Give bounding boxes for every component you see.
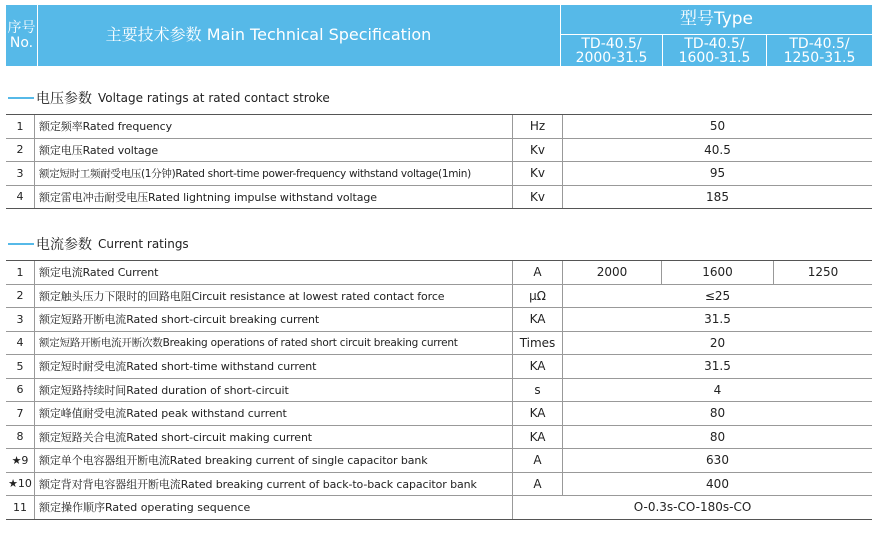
voltage-section-heading [8, 88, 330, 108]
table-row [6, 332, 872, 356]
row-unit: KA [513, 402, 563, 425]
row-number: 2 [6, 139, 35, 162]
row-unit: Times [513, 332, 563, 355]
row-description: 额定短路开断电流Rated short-circuit breaking current [35, 308, 513, 331]
voltage-section-title-en: Voltage ratings at rated contact stroke [98, 91, 330, 105]
row-number: 11 [6, 496, 35, 519]
current-section-heading [8, 234, 189, 254]
table-row [6, 186, 872, 210]
row-number: 3 [6, 162, 35, 185]
row-unit: Kv [513, 139, 563, 162]
row-unit: KA [513, 426, 563, 449]
row-value: 31.5 [704, 312, 731, 327]
table-row [6, 496, 872, 520]
row-number: 5 [6, 355, 35, 378]
row-value: 630 [706, 453, 729, 468]
row-unit: KA [513, 308, 563, 331]
table-row [6, 473, 872, 497]
row-value: ≤25 [704, 288, 731, 303]
row-unit: Kv [513, 186, 563, 209]
row-number: ★9 [6, 449, 35, 472]
table-row [6, 426, 872, 450]
model-1-line2: 2000-31.5 [575, 50, 648, 66]
row-value: 50 [709, 119, 726, 134]
row-description: 额定雷电冲击耐受电压Rated lightning impulse withstand voltage [35, 186, 513, 209]
row-number: 7 [6, 402, 35, 425]
voltage-table [6, 114, 872, 209]
model-1-line1: TD-40.5/ [581, 36, 642, 52]
row-value-model-1: 2000 [563, 261, 662, 284]
header-no-zh: 序号 [7, 19, 36, 36]
row-description: 额定短路关合电流Rated short-circuit making current [35, 426, 513, 449]
row-number: 4 [6, 186, 35, 209]
current-section-title-zh: 电流参数 [36, 237, 92, 253]
model-2-line2: 1600-31.5 [678, 50, 751, 66]
table-row [6, 261, 872, 285]
row-unit: KA [513, 355, 563, 378]
row-description: 额定短路持续时间Rated duration of short-circuit [35, 379, 513, 402]
row-unit: A [513, 261, 563, 284]
row-value: 95 [709, 166, 726, 181]
current-section-title-en: Current ratings [98, 237, 189, 251]
header-no-column [6, 5, 37, 66]
row-value: 40.5 [704, 142, 731, 157]
model-3-line2: 1250-31.5 [783, 50, 856, 66]
row-description: 额定短路开断电流开断次数Breaking operations of rated short circuit breaking current [35, 332, 513, 355]
section-marker [8, 243, 34, 245]
row-value: 400 [706, 476, 729, 491]
row-description: 额定短时耐受电流Rated short-time withstand current [35, 355, 513, 378]
table-row [6, 308, 872, 332]
model-2-line1: TD-40.5/ [684, 36, 745, 52]
row-description: 额定频率Rated frequency [35, 115, 513, 138]
row-value: 31.5 [704, 359, 731, 374]
row-unit: Hz [513, 115, 563, 138]
row-unit: A [513, 473, 563, 496]
row-number: 4 [6, 332, 35, 355]
row-description: 额定背对背电容器组开断电流Rated breaking current of back-to-back capacitor bank [35, 473, 513, 496]
row-description: 额定峰值耐受电流Rated peak withstand current [35, 402, 513, 425]
row-value: 20 [709, 335, 726, 350]
row-value: O-0.3s-CO-180s-CO [633, 500, 752, 515]
header-type-label: 型号Type [679, 8, 754, 29]
table-row [6, 139, 872, 163]
current-table [6, 260, 872, 520]
row-unit: A [513, 449, 563, 472]
row-number: 2 [6, 285, 35, 308]
row-number: 6 [6, 379, 35, 402]
row-value-model-2: 1600 [662, 261, 774, 284]
model-3-line1: TD-40.5/ [789, 36, 850, 52]
row-unit: Kv [513, 162, 563, 185]
row-description: 额定触头压力下限时的回路电阻Circuit resistance at lowest rated contact force [35, 285, 513, 308]
row-value: 4 [713, 382, 722, 397]
row-description: 额定操作顺序Rated operating sequence [35, 496, 513, 519]
section-marker [8, 97, 34, 99]
row-unit: s [513, 379, 563, 402]
header-model-1 [561, 36, 662, 66]
voltage-section-title-zh: 电压参数 [36, 91, 92, 107]
spec-table-header [6, 5, 872, 66]
header-no-en: No. [9, 34, 34, 51]
table-row [6, 449, 872, 473]
header-model-2 [663, 36, 766, 66]
table-row [6, 379, 872, 403]
row-number: 1 [6, 261, 35, 284]
row-value-model-3: 1250 [807, 265, 839, 280]
row-value: 185 [706, 189, 729, 204]
table-row [6, 355, 872, 379]
row-description: 额定短时工频耐受电压(1分钟)Rated short-time power-frequency withstand voltage(1min) [35, 162, 513, 185]
row-unit: μΩ [513, 285, 563, 308]
table-row [6, 162, 872, 186]
table-row [6, 285, 872, 309]
row-description: 额定电流Rated Current [35, 261, 513, 284]
header-model-3 [767, 36, 872, 66]
row-number: ★10 [6, 473, 35, 496]
header-title: 主要技术参数 Main Technical Specification [105, 25, 432, 45]
row-description: 额定单个电容器组开断电流Rated breaking current of single capacitor bank [35, 449, 513, 472]
row-description: 额定电压Rated voltage [35, 139, 513, 162]
table-row [6, 402, 872, 426]
table-row [6, 115, 872, 139]
row-value: 80 [709, 406, 726, 421]
row-number: 8 [6, 426, 35, 449]
row-number: 3 [6, 308, 35, 331]
row-value: 80 [709, 429, 726, 444]
row-number: 1 [6, 115, 35, 138]
